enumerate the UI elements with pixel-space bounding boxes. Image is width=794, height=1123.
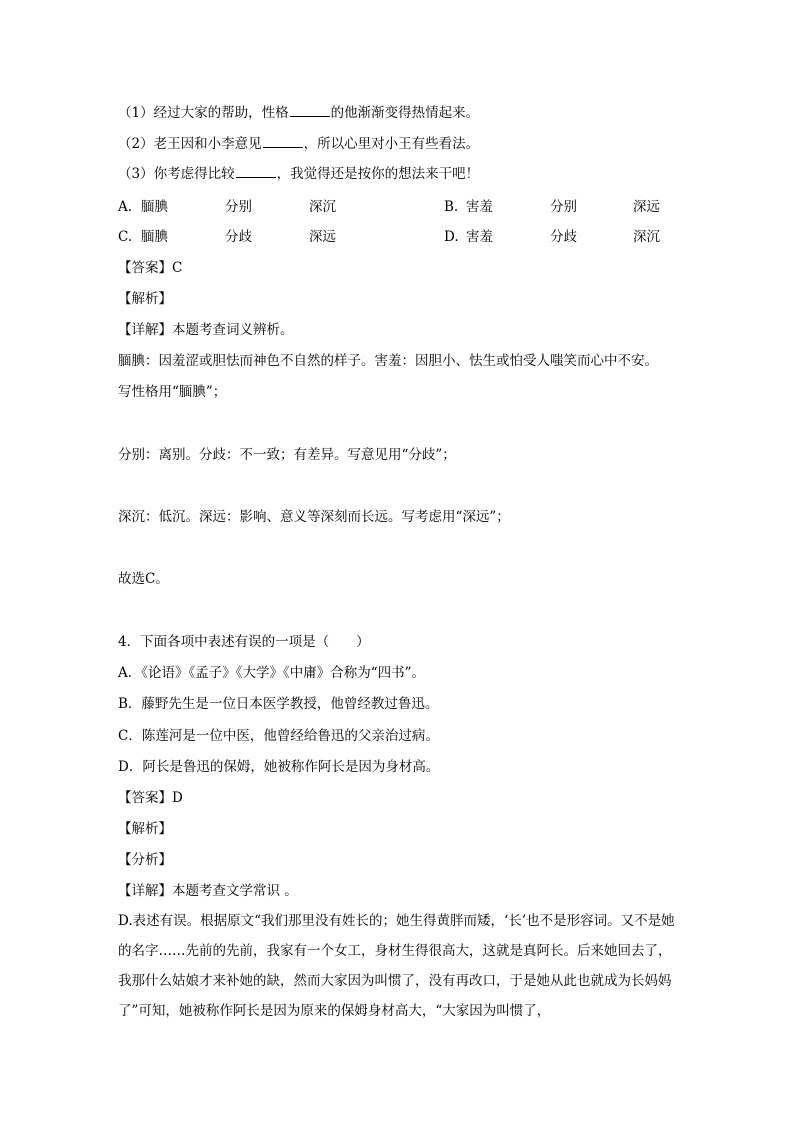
q3-option-b-word2: 分别 [550,199,577,215]
q4-option-a: A．《论语》《孟子》《大学》《中庸》合称为“四书”。 [118,665,426,681]
fill-blank [263,135,303,148]
q3-item-2 [118,135,479,153]
q3-explain-1: 腼腆：因羞涩或胆怯而神色不自然的样子。害羞：因胆小、怯生或怕受人嗤笑而心中不安。 [118,353,658,369]
q3-item-1 [118,104,479,122]
q3-explain-3: 分别：离别。分歧：不一致；有差异。写意见用“分歧”； [118,447,456,463]
q3-conclusion: 故选C。 [118,571,169,587]
q3-option-a-letter: A. [118,199,133,215]
q3-item-2-suffix: ，所以心里对小王有些看法。 [303,136,480,152]
q4-option-c: C．陈莲河是一位中医，他曾经给鲁迅的父亲治过病。 [118,728,439,744]
q3-item-3-suffix: ，我觉得还是按你的想法来干吧！ [276,166,480,182]
q3-option-c-word1: 腼腆 [141,229,168,245]
q3-option-b-word1: 害羞 [466,199,493,215]
q3-item-3-prefix: （3）你考虑得比较 [118,166,235,182]
q3-option-d-letter: D. [444,229,459,245]
q3-option-a-word1: 腼腆 [141,199,168,215]
q4-explain-paragraph: D.表述有误。根据原文“我们那里没有姓长的；她生得黄胖而矮，‘长’也不是形容词。又不是她的名字……先前的先前，我家有一个女工，身材生得很高大，这就是真阿长。后来她回去了，我那什么姑娘才来补她的缺，然而大家因为叫惯了，没有再改口，于是她从此也就成为长妈妈了”可知，她被称作阿长是因为原来的保姆身材高大，“大家因为叫惯了， [118,913,675,1019]
q3-explain-4: 深沉：低沉。深远：影响、意义等深刻而长远。写考虑用“深远”； [118,509,510,525]
q3-item-1-prefix: （1）经过大家的帮助，性格 [118,105,289,121]
q3-item-3 [118,165,479,183]
fill-blank [236,165,276,178]
fill-blank [290,104,330,117]
q3-option-d-word1: 害羞 [466,229,493,245]
q4-stem: 4．下面各项中表述有误的一项是（ ） [118,634,370,650]
q3-item-2-prefix: （2）老王因和小李意见 [118,136,262,152]
q3-option-c-letter: C. [118,229,133,245]
q3-explain-2: 写性格用“腼腆”； [118,384,227,400]
q4-option-b: B．藤野先生是一位日本医学教授，他曾经教过鲁迅。 [118,696,439,712]
q3-item-1-suffix: 的他渐渐变得热情起来。 [330,105,480,121]
q3-option-c-word3: 深远 [309,229,336,245]
q3-option-a-word2: 分别 [225,199,252,215]
q4-fenxi-heading: 【分析】 [118,852,172,868]
q4-detail-heading: 【详解】本题考查文学常识 。 [118,883,298,899]
q3-analysis-heading: 【解析】 [118,291,172,307]
q3-option-d-word3: 深沉 [633,229,660,245]
q4-analysis-heading: 【解析】 [118,821,172,837]
q3-option-b-word3: 深远 [633,199,660,215]
q3-option-a-word3: 深沉 [309,199,336,215]
q4-answer: 【答案】D [118,790,183,806]
q4-option-d: D．阿长是鲁迅的保姆，她被称作阿长是因为身材高。 [118,759,440,775]
q3-answer: 【答案】C [118,260,183,276]
q3-detail-heading: 【详解】本题考查词义辨析。 [118,322,294,338]
q3-option-d-word2: 分歧 [550,229,577,245]
q3-option-c-word2: 分歧 [225,229,252,245]
q3-option-b-letter: B. [444,199,459,215]
